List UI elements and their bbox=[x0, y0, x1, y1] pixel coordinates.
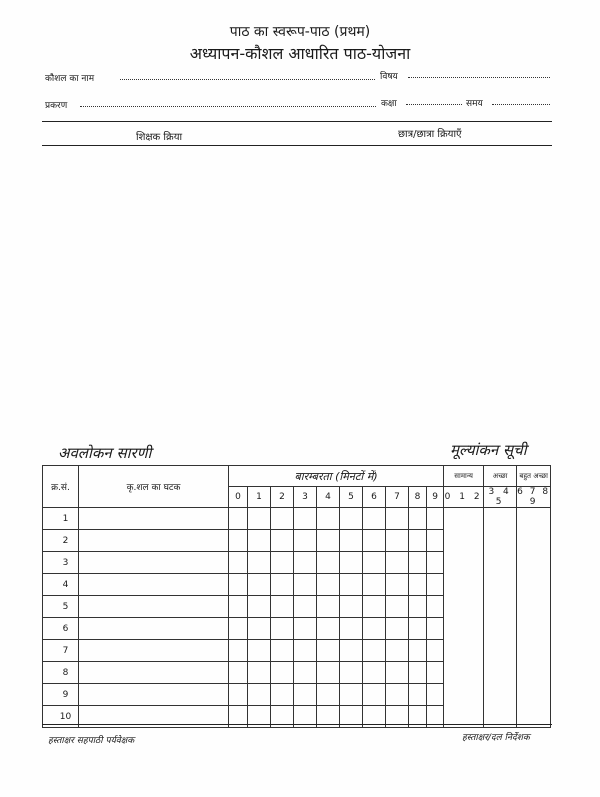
frequency-cell[interactable] bbox=[386, 530, 409, 552]
frequency-cell[interactable] bbox=[363, 662, 386, 684]
frequency-cell[interactable] bbox=[409, 640, 427, 662]
frequency-cell[interactable] bbox=[427, 596, 444, 618]
eval-digits-normal: 0 1 2 bbox=[444, 487, 484, 508]
frequency-cell[interactable] bbox=[409, 574, 427, 596]
minute-1: 1 bbox=[248, 487, 271, 508]
frequency-cell[interactable] bbox=[363, 530, 386, 552]
frequency-cell[interactable] bbox=[427, 552, 444, 574]
frequency-cell[interactable] bbox=[363, 640, 386, 662]
teacher-activity-header: शिक्षक क्रिया bbox=[136, 132, 183, 143]
frequency-cell[interactable] bbox=[317, 508, 340, 530]
component-cell[interactable] bbox=[79, 596, 229, 618]
component-cell[interactable] bbox=[79, 552, 229, 574]
frequency-cell[interactable] bbox=[340, 530, 363, 552]
row-serial: 8 bbox=[43, 662, 79, 684]
frequency-cell[interactable] bbox=[340, 552, 363, 574]
subject-label: विषय bbox=[380, 72, 398, 82]
minute-8: 8 bbox=[409, 487, 427, 508]
frequency-cell[interactable] bbox=[340, 684, 363, 706]
frequency-cell[interactable] bbox=[271, 574, 294, 596]
frequency-cell[interactable] bbox=[386, 574, 409, 596]
row-serial: 3 bbox=[43, 552, 79, 574]
row-serial: 1 bbox=[43, 508, 79, 530]
row-serial: 4 bbox=[43, 574, 79, 596]
frequency-cell[interactable] bbox=[271, 596, 294, 618]
component-cell[interactable] bbox=[79, 618, 229, 640]
frequency-cell[interactable] bbox=[229, 684, 248, 706]
frequency-cell[interactable] bbox=[340, 618, 363, 640]
evaluation-title: मूल्यांकन सूची bbox=[450, 441, 527, 459]
frequency-cell[interactable] bbox=[248, 574, 271, 596]
frequency-cell[interactable] bbox=[294, 530, 317, 552]
minute-6: 6 bbox=[363, 487, 386, 508]
row-serial: 9 bbox=[43, 684, 79, 706]
observation-table bbox=[42, 465, 551, 728]
frequency-cell[interactable] bbox=[386, 618, 409, 640]
frequency-cell[interactable] bbox=[409, 618, 427, 640]
frequency-header: बारम्बरता (मिनटों में) bbox=[229, 466, 444, 487]
frequency-cell[interactable] bbox=[317, 530, 340, 552]
student-activity-header: छात्र/छात्रा क्रियाएँ bbox=[398, 129, 462, 140]
frequency-cell[interactable] bbox=[271, 530, 294, 552]
frequency-cell[interactable] bbox=[427, 640, 444, 662]
minute-9: 9 bbox=[427, 487, 444, 508]
frequency-cell[interactable] bbox=[294, 662, 317, 684]
subject-field[interactable] bbox=[408, 77, 550, 78]
frequency-cell[interactable] bbox=[229, 574, 248, 596]
eval-very-good-cell[interactable] bbox=[517, 508, 551, 728]
frequency-cell[interactable] bbox=[363, 574, 386, 596]
eval-digits-very-good: 6 7 8 9 bbox=[517, 487, 551, 507]
frequency-cell[interactable] bbox=[340, 662, 363, 684]
form-title: पाठ का स्वरूप-पाठ (प्रथम) bbox=[229, 24, 371, 40]
frequency-cell[interactable] bbox=[409, 530, 427, 552]
row-serial: 10 bbox=[43, 706, 79, 728]
frequency-cell[interactable] bbox=[427, 662, 444, 684]
frequency-cell[interactable] bbox=[427, 574, 444, 596]
minute-7: 7 bbox=[386, 487, 409, 508]
frequency-cell[interactable] bbox=[340, 596, 363, 618]
eval-level-good: अच्छा bbox=[484, 466, 517, 487]
eval-digits-good: 3 4 5 bbox=[484, 487, 517, 508]
frequency-cell[interactable] bbox=[271, 662, 294, 684]
topic-field[interactable] bbox=[80, 106, 376, 107]
frequency-cell[interactable] bbox=[427, 530, 444, 552]
row-serial: 2 bbox=[43, 530, 79, 552]
frequency-cell[interactable] bbox=[317, 618, 340, 640]
eval-level-very-good: बहुत अच्छा bbox=[517, 466, 551, 487]
eval-level-normal: सामान्य bbox=[444, 466, 484, 487]
frequency-cell[interactable] bbox=[248, 662, 271, 684]
frequency-cell[interactable] bbox=[271, 508, 294, 530]
frequency-cell[interactable] bbox=[248, 596, 271, 618]
frequency-cell[interactable] bbox=[409, 684, 427, 706]
frequency-cell[interactable] bbox=[317, 684, 340, 706]
class-field[interactable] bbox=[406, 104, 462, 105]
frequency-cell[interactable] bbox=[229, 552, 248, 574]
frequency-cell[interactable] bbox=[271, 618, 294, 640]
divider-top bbox=[42, 121, 552, 122]
frequency-cell[interactable] bbox=[317, 662, 340, 684]
frequency-cell[interactable] bbox=[363, 596, 386, 618]
frequency-cell[interactable] bbox=[386, 596, 409, 618]
component-cell[interactable] bbox=[79, 574, 229, 596]
frequency-cell[interactable] bbox=[229, 596, 248, 618]
frequency-cell[interactable] bbox=[317, 640, 340, 662]
frequency-cell[interactable] bbox=[294, 618, 317, 640]
component-cell[interactable] bbox=[79, 640, 229, 662]
frequency-cell[interactable] bbox=[229, 662, 248, 684]
frequency-cell[interactable] bbox=[363, 552, 386, 574]
row-serial: 5 bbox=[43, 596, 79, 618]
signature-group-leader: हस्ताक्षर/दल निर्देशक bbox=[462, 733, 530, 743]
frequency-cell[interactable] bbox=[229, 618, 248, 640]
frequency-cell[interactable] bbox=[229, 640, 248, 662]
skill-name-field[interactable] bbox=[120, 79, 375, 80]
frequency-cell[interactable] bbox=[248, 530, 271, 552]
minute-3: 3 bbox=[294, 487, 317, 508]
frequency-cell[interactable] bbox=[427, 508, 444, 530]
frequency-cell[interactable] bbox=[409, 552, 427, 574]
component-cell[interactable] bbox=[79, 508, 229, 530]
frequency-cell[interactable] bbox=[409, 596, 427, 618]
frequency-cell[interactable] bbox=[386, 662, 409, 684]
frequency-cell[interactable] bbox=[271, 684, 294, 706]
component-cell[interactable] bbox=[79, 662, 229, 684]
minute-0: 0 bbox=[229, 487, 248, 508]
frequency-cell[interactable] bbox=[294, 684, 317, 706]
frequency-cell[interactable] bbox=[294, 640, 317, 662]
frequency-cell[interactable] bbox=[409, 508, 427, 530]
observation-title: अवलोकन सारणी bbox=[58, 444, 152, 462]
table-row bbox=[43, 508, 551, 530]
divider-bottom bbox=[42, 724, 552, 725]
frequency-cell[interactable] bbox=[248, 684, 271, 706]
frequency-cell[interactable] bbox=[271, 552, 294, 574]
frequency-cell[interactable] bbox=[386, 640, 409, 662]
signature-peer-observer: हस्ताक्षर सहपाठी पर्यवेक्षक bbox=[48, 736, 135, 746]
frequency-cell[interactable] bbox=[248, 618, 271, 640]
frequency-cell[interactable] bbox=[229, 530, 248, 552]
frequency-cell[interactable] bbox=[248, 552, 271, 574]
frequency-cell[interactable] bbox=[317, 552, 340, 574]
topic-label: प्रकरण bbox=[45, 101, 68, 111]
frequency-cell[interactable] bbox=[248, 508, 271, 530]
frequency-cell[interactable] bbox=[363, 684, 386, 706]
frequency-cell[interactable] bbox=[294, 596, 317, 618]
frequency-cell[interactable] bbox=[340, 574, 363, 596]
frequency-cell[interactable] bbox=[317, 596, 340, 618]
frequency-cell[interactable] bbox=[248, 640, 271, 662]
minute-4: 4 bbox=[317, 487, 340, 508]
frequency-cell[interactable] bbox=[427, 618, 444, 640]
minute-5: 5 bbox=[340, 487, 363, 508]
frequency-cell[interactable] bbox=[294, 574, 317, 596]
time-label: समय bbox=[466, 99, 483, 109]
frequency-cell[interactable] bbox=[363, 508, 386, 530]
frequency-cell[interactable] bbox=[317, 574, 340, 596]
frequency-cell[interactable] bbox=[294, 552, 317, 574]
component-cell[interactable] bbox=[79, 530, 229, 552]
frequency-cell[interactable] bbox=[409, 662, 427, 684]
row-serial: 7 bbox=[43, 640, 79, 662]
eval-normal-cell[interactable] bbox=[444, 508, 484, 728]
frequency-cell[interactable] bbox=[386, 552, 409, 574]
serial-header: क्र.सं. bbox=[43, 466, 79, 508]
frequency-cell[interactable] bbox=[271, 640, 294, 662]
frequency-cell[interactable] bbox=[363, 618, 386, 640]
frequency-cell[interactable] bbox=[229, 508, 248, 530]
form-subtitle: अध्यापन-कौशल आधारित पाठ-योजना bbox=[189, 44, 411, 63]
class-label: कक्षा bbox=[381, 99, 397, 109]
frequency-cell[interactable] bbox=[340, 640, 363, 662]
frequency-cell[interactable] bbox=[340, 508, 363, 530]
row-serial: 6 bbox=[43, 618, 79, 640]
frequency-cell[interactable] bbox=[427, 684, 444, 706]
eval-good-cell[interactable] bbox=[484, 508, 517, 728]
component-cell[interactable] bbox=[79, 684, 229, 706]
minute-2: 2 bbox=[271, 487, 294, 508]
activity-area[interactable] bbox=[42, 147, 552, 437]
skill-name-label: कौशल का नाम bbox=[45, 74, 95, 84]
frequency-cell[interactable] bbox=[386, 508, 409, 530]
frequency-cell[interactable] bbox=[386, 684, 409, 706]
frequency-cell[interactable] bbox=[294, 508, 317, 530]
divider-columns bbox=[42, 145, 552, 146]
component-header: कृ.शल का घटक bbox=[79, 466, 229, 508]
time-field[interactable] bbox=[492, 104, 550, 105]
